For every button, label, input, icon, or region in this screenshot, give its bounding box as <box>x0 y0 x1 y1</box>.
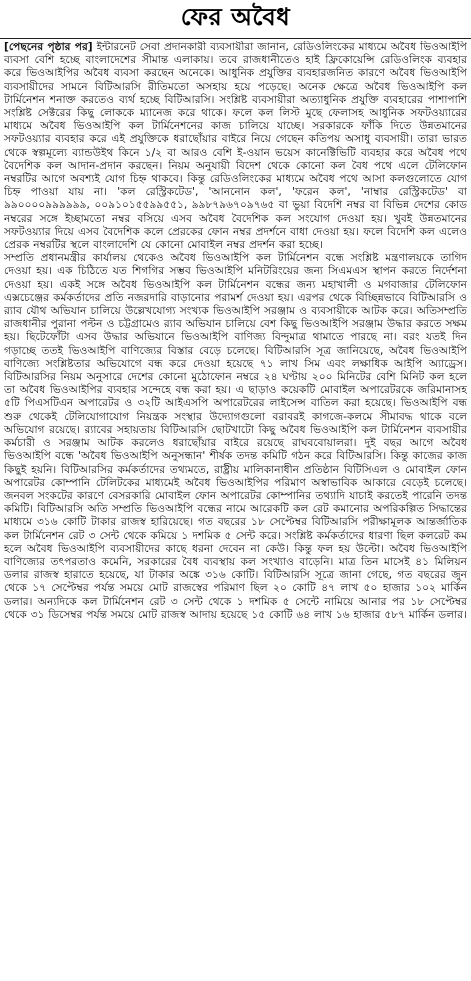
article-paragraph-1 <box>4 41 467 252</box>
article-body <box>4 41 467 979</box>
article-paragraph-2 <box>4 252 467 622</box>
article-headline: ফের অবৈধ <box>180 3 291 31</box>
continued-label: [পেছনের পৃষ্ঠার পর] <box>4 41 93 53</box>
headline-bar <box>0 0 471 39</box>
paragraph-text: ইন্টারনেট সেবা প্রদানকারী ব্যবসায়ীরা জানান, রেডিওলিংকের মাধ্যমে অবৈধ ভিওআইপি ব্যবসা বেশি হচ্ছে বাংলাদেশের সীমান্ত এলাকায়। তবে রাজধানীতেও হাই ফ্রিকোয়েন্সি রেডিওলিংক ব্যবহার করে ভিওআইপির অবৈধ ব্যবসা করছেন অনেকে। আধুনিক প্রযুক্তির ব্যবহারজনিত কারণে অবৈধ ভিওআইপি ব্যবসায়ীদের সামনে বিটিআরসি রীতিমতো অসহায় হয়ে পড়েছে। অনেক ক্ষেত্রে অবৈধ ভিওআইপি কল টার্মিনেশন শনাক্ত করতেও ব্যর্থ হচ্ছে বিটিআরসি। সংশ্লিষ্ট ব্যবসায়ীরা অত্যাধুনিক প্রযুক্তি ব্যবহারের পাশাপাশি সংশ্লিষ্ট সেক্টরের কিছু লোককে ম্যানেজ করে থাকে। ফলে কল লিস্ট মুছে ফেলাসহ আধুনিক সফটওয়্যারের মাধ্যমে অবৈধ ভিওআইপি কল টার্মিনেশনের কাজ চালিয়ে যাচ্ছে। সরকারকে ফাঁকি দিতে উন্নতমানের সফটওয়্যার ব্যবহার করে এই প্রযুক্তিকে ধরাছোঁয়ার বাইরে নিয়ে গেছেন কতিপয় অসাধু ব্যবসায়ী। তারা ভারত থেকে স্বল্পমূল্যে ব্যান্ডউইথ কিনে ১/২ বা আরও বেশি ই-ওয়ান ভয়েস কানেক্টিভিটি ব্যবহার করে অবৈধ পথে বৈদেশিক কল আদান-প্রদান করছেন। নিয়ম অনুযায়ী বিদেশ থেকে কোনো কল বৈধ পথে এলে টেলিফোন নম্বরটির আগে অবশ্যই যোগ চিহ্ন থাকবে। কিন্তু রেডিওলিংকের মাধ্যমে অবৈধ পথে আসা কলগুলোতে যোগ চিহ্ন পাওয়া যায় না। 'কল রেস্ট্রিকটেড', 'আননোন কল', 'ফরেন কল', 'নাম্বার রেস্ট্রিকটেড' বা ৯৯০০০০৯৯৯৯৯৯, ০০৯১০১৫৫৯৯৫৫১, ৯৯৮৭৯৬৭০৯৭৬৫ বা ভুয়া বিদেশি নম্বর বা বিভিন্ন দেশের কোড নম্বরের সঙ্গে ইচ্ছামতো নম্বর বসিয়ে এসব অবৈধ বৈদেশিক কল সংযোগ দেওয়া হয়। খুবই উন্নতমানের সফটওয়্যার দিয়ে এসব বৈদেশিক কলে প্রেরকের ফোন নম্বর প্রদর্শনে বাধা দেওয়া হয়। ফলে বিদেশি কল এলেও প্রেরক নম্বরটির স্থলে বাংলাদেশি যে কোনো মোবাইল নম্বর প্রদর্শন করা হচ্ছে। <box>4 41 467 252</box>
paragraph-text: সম্প্রতি প্রধানমন্ত্রীর কার্যালয় থেকেও অবৈধ ভিওআইপি কল টার্মিনেশন বন্ধে সংশ্লিষ্ট মন্ত্রণালয়কে তাগিদ দেওয়া হয়। এক চিঠিতে যত শিগগির সম্ভব ভিওআইপি মনিটরিংয়ের জন্য সিএমএস স্থাপন করতে নির্দেশনা দেওয়া হয়। একই সঙ্গে অবৈধ ভিওআইপি কল টার্মিনেশন বন্ধের জন্য মহাখালী ও মগবাজার টেলিফোন এক্সচেঞ্জের কর্মকর্তাদের প্রতি নজরদারি বাড়ানোর পরামর্শ দেওয়া হয়। এরপর থেকে বিচ্ছিন্নভাবে বিটিআরসি ও র‍্যাব যৌথ অভিযান চালিয়ে উল্লেখযোগ্য সংখ্যক ভিওআইপি সরঞ্জাম ও ব্যবসায়ীকে আটক করে। অতিসম্প্রতি রাজধানীর পুরানা পল্টন ও চট্টগ্রামেও র‍্যাব অভিযান চালিয়ে বেশ কিছু ভিওআইপি সরঞ্জাম উদ্ধার করতে সক্ষম হয়। ছিটেফোঁটা এসব উদ্ধার অভিযানে ভিওআইপি বাণিজ্য বিন্দুমাত্র থামাতে পারছে না। বরং যতই দিন গড়াচ্ছে ততই ভিওআইপি বাণিজ্যের বিস্তার বেড়ে চলেছে। বিটিআরসি সূত্র জানিয়েছে, অবৈধ ভিওআইপি বাণিজ্যে সংশ্লিষ্টতার অভিযোগে বন্ধ করে দেওয়া হয়েছে ৭১ লাখ সিম এবং লক্ষাধিক আইপি অ্যাড্রেস। বিটিআরসির নিয়ম অনুসারে দেশের কোনো মুঠোফোন নম্বরে ২৪ ঘণ্টায় ২০০ মিনিটের বেশি মিনিট কল হলে তা অবৈধ ভিওআইপির ব্যবহার সন্দেহে বন্ধ করা হয়। এ ছাড়াও কয়েকটি মোবাইল অপারেটরকে জরিমানাসহ ৫টি পিএসটিএন অপারেটর ও ৩২টি আইএসপি অপারেটরের লাইসেন্স বাতিল করা হয়েছে। ভিওআইপি বন্ধ শুরু থেকেই টেলিযোগাযোগ নিয়ন্ত্রক সংস্থার উদ্যোগগুলো বরাবরই কাগজে-কলমে সীমাবদ্ধ থাকে বলে অভিযোগ রয়েছে। র‍্যাবের সহায়তায় বিটিআরসি ছোটখাটো কিছু অবৈধ ভিওআইপি কল টার্মিনেশন ব্যবসায়ীর কর্মচারী ও সরঞ্জাম আটক করলেও ধরাছোঁয়ার বাইরে রয়েছে রাঘববোয়ালরা। দুই বছর আগে অবৈধ ভিওআইপি বন্ধে 'অবৈধ ভিওআইপি অনুসন্ধান' শীর্ষক তদন্ত কমিটি গঠন করে বিটিআরসি। কিন্তু কাজের কাজ কিছুই হয়নি। বিটিআরসির কর্মকর্তাদের তথ্যমতে, রাষ্ট্রীয় মালিকানাধীন প্রতিষ্ঠান বিটিসিএল ও মোবাইল ফোন অপারেটর কোম্পানি টেলিটকের মাধ্যমেই অবৈধ ভিওআইপির পরিমাণ অস্বাভাবিক আকারে বেড়েই চলেছে। জনবল সংকটের কারণে বেসরকারি মোবাইল ফোন অপারেটর কোম্পানির তথ্যাদি যাচাই করতেই পারেনি তদন্ত কমিটি। বিটিআরসি অতি সম্প্রতি ভিওআইপি বন্ধের নামে আরেকটি কল রেট কমানোর অপরিকল্পিত সিদ্ধান্তের মাধ্যমে ৩১৬ কোটি টাকার রাজস্ব হারিয়েছে। গত বছরের ১৮ সেপ্টেম্বর বিটিআরসি পরীক্ষামূলক আন্তর্জাতিক কল টার্মিনেশন রেট ৩ সেন্ট থেকে কমিয়ে ১ দশমিক ৫ সেন্ট করে। সংশ্লিষ্ট কর্মকর্তাদের ধারণা ছিল কলরেট কম হলে অবৈধ ভিওআইপি ব্যবসায়ীদের কাছে ধরনা দেবেন না কেউ। কিন্তু ফল হয় উল্টো। অবৈধ ভিওআইপি বাণিজ্যের তৎপরতাও কমেনি, সরকারের বৈধ ব্যবস্থায় কল সংখ্যাও বাড়েনি। মাত্র তিন মাসেই ৪১ মিলিয়ন ডলার রাজস্ব হারাতে হয়েছে, যা টাকার অঙ্কে ৩১৬ কোটি। বিটিআরসি সূত্রে জানা গেছে, গত বছরের জুন থেকে ১৭ সেপ্টেম্বর পর্যন্ত সময়ে মোট রাজস্বের পরিমাণ ছিল ২০ কোটি ৪৭ লাখ ৫০ হাজার ১০২ মার্কিন ডলার। অন্যদিকে কল টার্মিনেশন রেট ৩ সেন্ট থেকে ১ দশমিক ৫ সেন্টে নামিয়ে আনার পর ১৮ সেপ্টেম্বর থেকে ৩১ ডিসেম্বর পর্যন্ত সময়ে মোট রাজস্ব আদায় হয়েছে ১৫ কোটি ৬৪ লাখ ১৬ হাজার ৫৮৭ মার্কিন ডলার। <box>4 252 467 621</box>
